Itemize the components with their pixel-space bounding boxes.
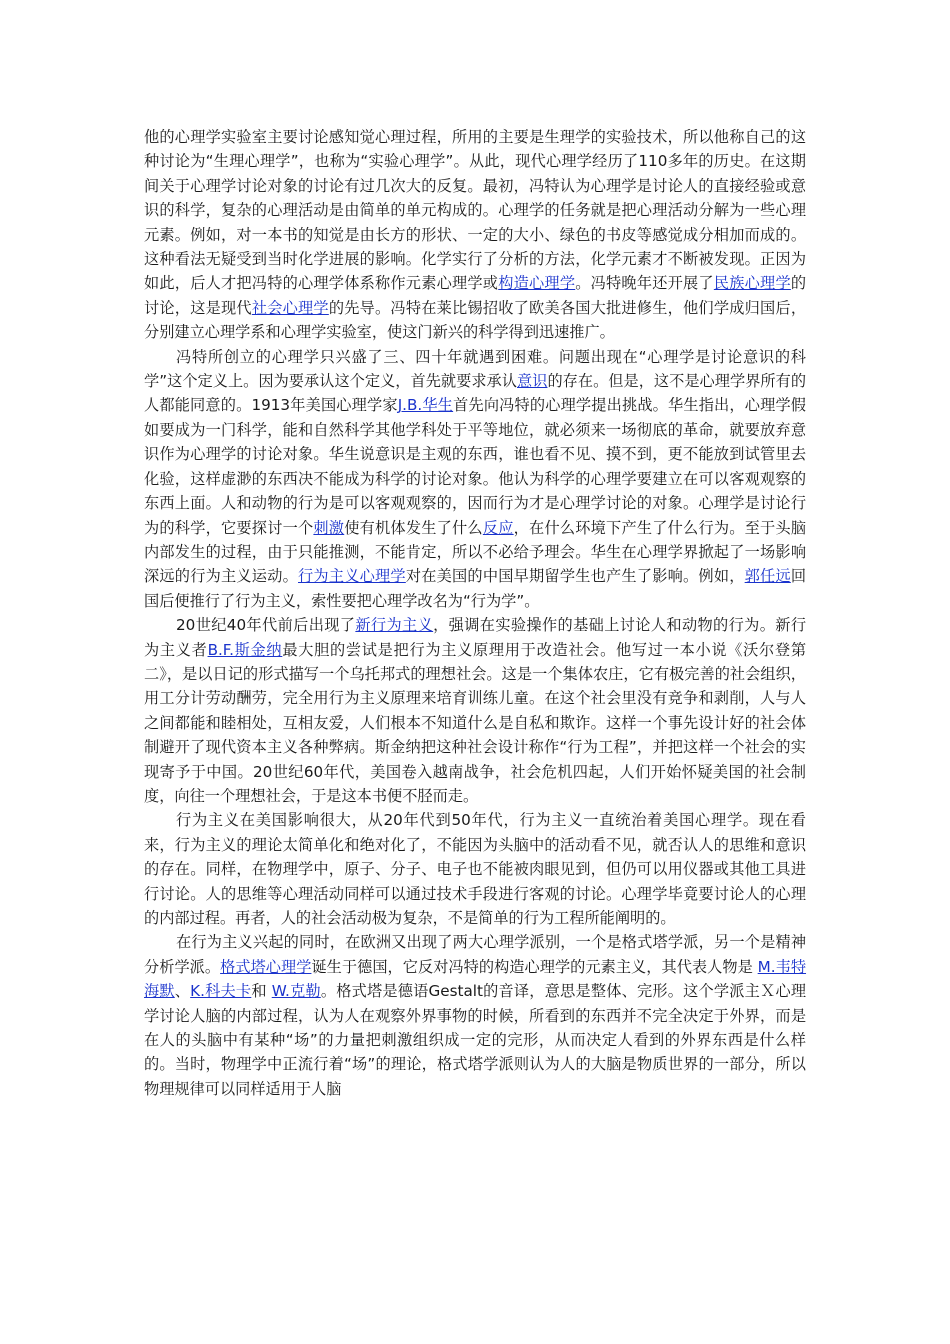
paragraph — [144, 613, 806, 808]
paragraph-text: 20世纪40年代前后出现了 — [176, 616, 356, 635]
hyperlink[interactable]: M.韦特海默 — [144, 957, 807, 1001]
hyperlink[interactable]: 意识 — [517, 372, 548, 391]
paragraph-text: ，在什么环境下产生了什么行为。至于头脑内部发生的过程，由于只能推测，不能肯定，所以不必给予理会。华生在心理学界掀起了一场影响深远的行为主义运动。 — [144, 518, 807, 586]
paragraph-text: 的先导。冯特在莱比锡招收了欧美各国大批进修生，他们学成归国后，分别建立心理学系和心理学实验室，使这门新兴的科学得到迅速推广。 — [144, 298, 807, 342]
paragraph-text: 的讨论，这是现代 — [144, 274, 807, 317]
paragraph-text: 行为主义在美国影响很大，从20年代到50年代，行为主义一直统治着美国心理学。现在看来，行为主义的理论太简单化和绝对化了，不能因为头脑中的活动看不见，就否认人的思维和意识的存在。同样，在物理学中，原子、分子、电子也不能被肉眼见到，但仍可以用仪器或其他工具进行讨论。人的思维等心理活动同样可以通过技术手段进行客观的讨论。心理学毕竟要讨论人的心理的内部过程。再者，人的社会活动极为复杂，不是简单的行为工程所能阐明的。 — [144, 811, 806, 927]
hyperlink[interactable]: 社会心理学 — [251, 298, 329, 317]
hyperlink[interactable]: 反应 — [482, 518, 514, 537]
hyperlink[interactable]: B.F.斯金纳 — [207, 640, 283, 659]
hyperlink[interactable]: 民族心理学 — [713, 274, 791, 293]
paragraph-text: 冯特所创立的心理学只兴盛了三、四十年就遇到困难。问题出现在“心理学是讨论意识的科学”这个定义上。因为要承认这个定义，首先就要求承认 — [144, 347, 806, 391]
hyperlink[interactable]: K.科夫卡 — [190, 982, 252, 1001]
paragraph-text: 和 — [251, 982, 272, 1001]
paragraph-text: 对在美国的中国早期留学生也产生了影响。例如， — [405, 567, 745, 586]
paragraph-text: 他的心理学实验室主要讨论感知觉心理过程，所用的主要是生理学的实验技术，所以他称自己的这种讨论为“生理心理学”，也称为“实验心理学”。从此，现代心理学经历了110多年的历史。在这期间关于心理学讨论对象的讨论有过几次大的反复。最初，冯特认为心理学是讨论人的直接经验或意识的科学，复杂的心理活动是由简单的单元构成的。心理学的任务就是把心理活动分解为一些心理元素。例如，对一本书的知觉是由长方的形状、一定的大小、绿色的书皮等感觉成分相加而成的。这种看法无疑受到当时化学进展的影响。化学实行了分析的方法，化学元素才不断被发现。正因为如此，后人才把冯特的心理学体系称作元素心理学或 — [144, 128, 806, 293]
hyperlink[interactable]: 格式塔心理学 — [220, 957, 312, 976]
paragraph-text: 最大胆的尝试是把行为主义原理用于改造社会。他写过一本小说《沃尔登第二》，是以日记的形式描写一个乌托邦式的理想社会。这是一个集体农庄，它有极完善的社会组织，用工分计劳动酬劳，完全用行为主义原理来培育训练儿童。在这个社会里没有竞争和剥削，人与人之间都能和睦相处，互相友爱，人们根本不知道什么是自私和欺诈。这样一个事先设计好的社会体制避开了现代资本主义各种弊病。斯金纳把这种社会设计称作“行为工程”，并把这样一个社会的实现寄予于中国。20世纪60年代，美国卷入越南战争，社会危机四起，人们开始怀疑美国的社会制度，向往一个理想社会，于是这本书便不胫而走。 — [144, 640, 806, 805]
hyperlink[interactable]: W.克勒 — [271, 982, 321, 1001]
hyperlink[interactable]: 构造心理学 — [498, 274, 576, 293]
paragraph — [144, 808, 806, 930]
paragraph-text: 首先向冯特的心理学提出挑战。华生指出，心理学假如要成为一门科学，能和自然科学其他学科处于平等地位，就必须来一场彻底的革命，就要放弃意识作为心理学的讨论对象。华生说意识是主观的东西，谁也看不见、摸不到，更不能放到试管里去化验，这样虚渺的东西决不能成为科学的讨论对象。他认为科学的心理学要建立在可以客观观察的东西上面。人和动物的行为是可以客观观察的，因而行为才是心理学讨论的对象。心理学是讨论行为的科学，它要探讨一个 — [144, 396, 806, 537]
hyperlink[interactable]: 行为主义心理学 — [298, 567, 406, 586]
paragraph-text: 使有机体发生了什么 — [344, 518, 483, 537]
paragraph — [144, 345, 806, 613]
paragraph — [144, 125, 806, 345]
paragraph-text: 、 — [174, 982, 191, 1001]
paragraph-text: 回国后便推行了行为主义，索性要把心理学改名为“行为学”。 — [144, 567, 807, 610]
paragraph-text: 。格式塔是德语Gestalt的音译，意思是整体、完形。这个学派主Ｘ心理学讨论人脑的内部过程，认为人在观察外界事物的时候，所看到的东西并不完全决定于外界，而是在人的头脑中有某种“场”的力量把刺激组织成一定的完形，从而决定人看到的外界东西是什么样的。当时，物理学中正流行着“场”的理论，格式塔学派则认为人的大脑是物质世界的一部分，所以物理规律可以同样适用于人脑 — [144, 982, 807, 1098]
paragraph-text: 的存在。但是，这不是心理学界所有的人都能同意的。1913年美国心理学家 — [144, 372, 807, 415]
paragraph-text: 。冯特晚年还开展了 — [575, 274, 714, 293]
paragraph-text: 在行为主义兴起的同时，在欧洲又出现了两大心理学派别，一个是格式塔学派，另一个是精神分析学派。 — [144, 933, 806, 976]
hyperlink[interactable]: 新行为主义 — [355, 616, 434, 635]
paragraph-text: 诞生于德国，它反对冯特的构造心理学的元素主义，其代表人物是 — [311, 957, 758, 976]
paragraph — [144, 930, 806, 1101]
hyperlink[interactable]: 刺激 — [313, 518, 345, 537]
hyperlink[interactable]: 郭任远 — [744, 567, 791, 586]
paragraph-text: ，强调在实验操作的基础上讨论人和动物的行为。新行为主义者 — [144, 616, 807, 659]
document-body — [144, 125, 806, 1101]
hyperlink[interactable]: J.B.华生 — [397, 396, 454, 415]
